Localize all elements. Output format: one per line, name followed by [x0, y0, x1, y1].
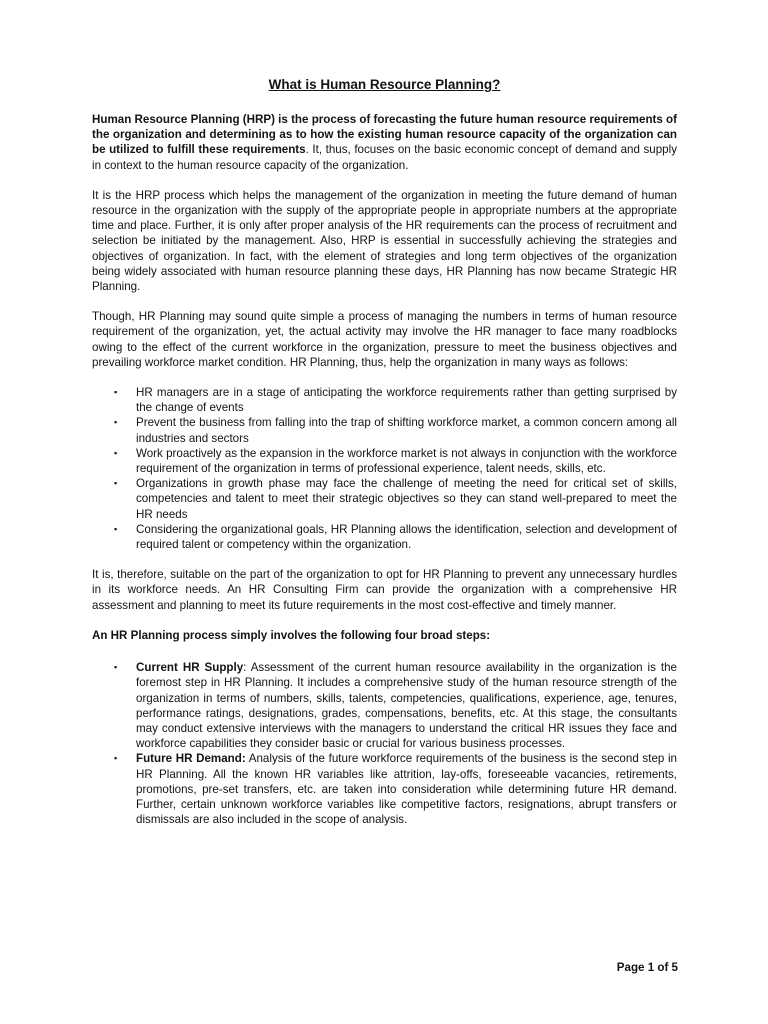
paragraph-hrp-process: It is the HRP process which helps the management of the organization in meeting the future demand of human resource in the organization with the supply of the appropriate people in appropriate numbers at the appropriate time and place. Further, it is only after proper analysis of the HR requirements can the process of recruitment and selection be initiated by the management. Also, HRP is essential in successfully achieving the strategies and objectives of organization. In fact, with the element of strategies and long term objectives of the organization being widely associated with human resource planning these days, HR Planning has now became Strategic HR Planning.: [92, 188, 677, 294]
bullet-icon: ▪: [114, 753, 118, 764]
steps-heading: An HR Planning process simply involves the following four broad steps:: [92, 628, 491, 642]
page-number: Page 1 of 5: [616, 961, 678, 974]
intro-paragraph: [92, 112, 677, 173]
bullet-icon: ▪: [114, 447, 118, 458]
benefits-list: [92, 385, 677, 552]
document-title: What is Human Resource Planning?: [268, 77, 501, 92]
step-description: Analysis of the future workforce requirements of the business is the second step in HR Planning. All the known HR variables like attrition, lay-offs, foreseeable vacancies, retirements, promotions, pre-set transfers, etc. are taken into consideration while determining future HR demand. Further, certain unknown workforce variables like competitive factors, resignations, abrupt transfers or dismissals are also included in the scope of analysis.: [136, 752, 678, 827]
list-item: ▪ Prevent the business from falling into the trap of shifting workforce market, a common concern among all industries and sectors: [114, 416, 677, 445]
step-description: Assessment of the current human resource availability in the organization is the foremost step in HR Planning. It includes a comprehensive study of the human resource strength of the organization in terms of numbers, skills, talents, competencies, qualifications, experience, age, tenures, performance ratings, designations, grades, compensations, benefits, etc. At this stage, the consultants may conduct extensive interviews with the managers to understand the critical HR issues they face and workforce capabilities they consider basic or crucial for various business processes.: [136, 661, 677, 751]
list-item: ▪ HR managers are in a stage of anticipating the workforce requirements rather than getting surprised by the change of events: [114, 386, 677, 415]
bullet-icon: ▪: [114, 417, 118, 428]
step-term: Current HR Supply: [136, 661, 244, 675]
paragraph-conclusion: It is, therefore, suitable on the part of the organization to opt for HR Planning to prevent any unnecessary hurdles in its workforce needs. An HR Consulting Firm can provide the organization with a comprehensive HR assessment and planning to meet its future requirements in the most cost-effective and timely manner.: [92, 568, 677, 612]
bullet-icon: ▪: [114, 478, 118, 489]
step-term: Future HR Demand:: [136, 752, 246, 766]
list-item: [92, 751, 677, 827]
bullet-icon: ▪: [114, 523, 118, 534]
paragraph-roadblocks: Though, HR Planning may sound quite simple a process of managing the numbers in terms of human resource requirement of the organization, yet, the actual activity may involve the HR manager to face many roadblocks owing to the effect of the current workforce in the organization, pressure to meet the business objectives and prevailing workforce market condition. HR Planning, thus, help the organization in many ways as follows:: [92, 310, 677, 369]
document-body: [92, 76, 677, 842]
list-item: ▪ Work proactively as the expansion in the workforce market is not always in conjunction with the workforce requirement of the organization in terms of professional experience, talent needs, skills, etc.: [114, 446, 677, 476]
list-item: ▪ Current HR Supply: Assessment of the current human resource availability in the organization is the foremost step in HR Planning. It includes a comprehensive study of the human resource strength of the organization in terms of numbers, skills, talents, competencies, qualifications, experience, age, tenures, performance ratings, designations, grades, compensations, benefits, etc. At this stage, the consultants may conduct extensive interviews with the managers to understand the critical HR issues they face and workforce capabilities they consider basic or crucial for various business processes.: [114, 661, 677, 751]
bullet-icon: ▪: [114, 662, 118, 673]
intro-definition: Human Resource Planning (HRP) is the process of forecasting the future human resource requirements of the organization and determining as to how the existing human resource capacity of the organization can be utilized to fulfill these requirements: [92, 113, 677, 157]
list-item: ▪ Organizations in growth phase may face the challenge of meeting the need for critical set of skills, competencies and talent to meet their strategic objectives so they can stand well-prepared to meet the HR needs: [114, 477, 677, 521]
intro-rest: . It, thus, focuses on the basic economic concept of demand and supply in context to the human resource capacity of the organization.: [92, 143, 678, 172]
steps-list: [92, 660, 677, 827]
list-item: ▪ Considering the organizational goals, HR Planning allows the identification, selection and development of required talent or competency within the organization.: [114, 522, 677, 552]
bullet-icon: ▪: [114, 387, 118, 398]
